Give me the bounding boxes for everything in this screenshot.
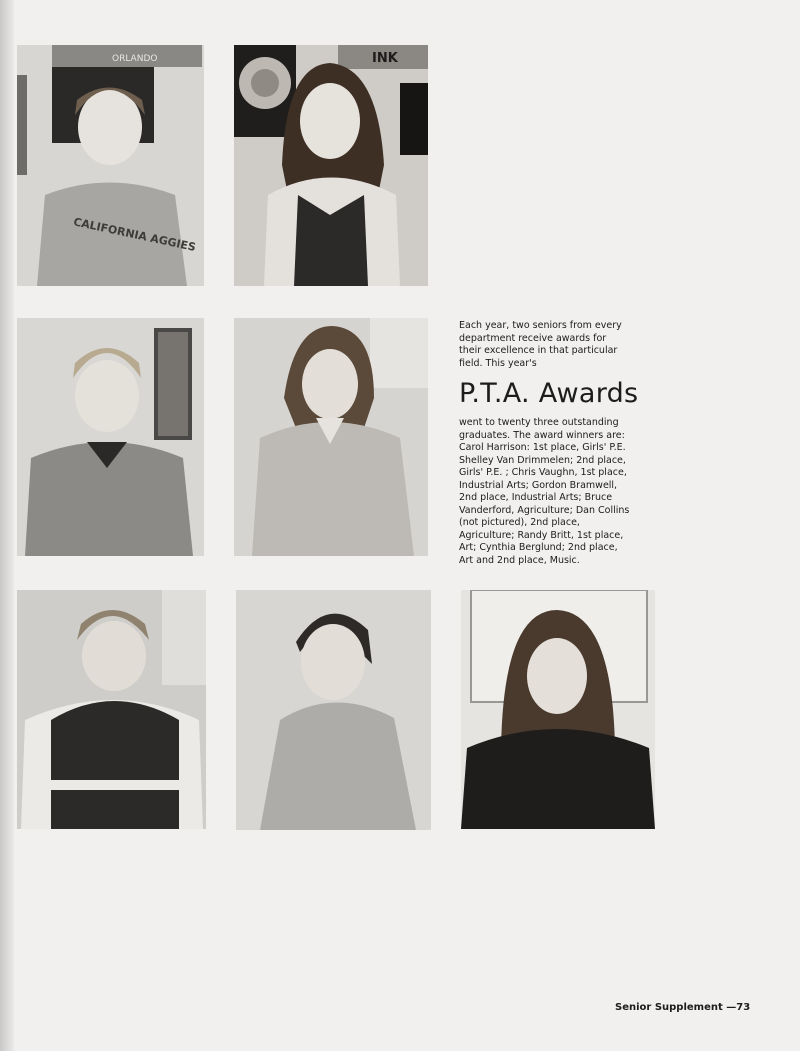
portrait-photo-3 [17,318,204,556]
footer-label: Senior Supplement [615,1002,723,1013]
page-number: 73 [736,1002,751,1013]
footer-separator: — [726,1002,737,1013]
page-footer [615,1002,750,1013]
poster-text: ORLANDO [112,54,158,64]
portrait-photo-5 [17,590,206,829]
portrait-photo-1 [17,45,204,286]
portrait-photo-6 [236,590,431,830]
article-intro: Each year, two seniors from every department receive awards for their excellence in that particular field. This year's [459,320,622,369]
shirt-text: CALIFORNIA AGGIES [72,215,197,254]
article-body: went to twenty three outstanding graduates. The award winners are: Carol Harrison: 1st place, Girls' P.E. Shelley Van Drimmelen; 2nd place, Girls' P.E. ; Chris Vaughn, 1st place, Industrial Arts; Gordon Bramwell, 2nd place, Industrial Arts; Bruce Vanderford, Agriculture; Dan Collins (not pictured), 2nd place, Agriculture; Randy Britt, 1st place, Art; Cynthia Berglund; 2nd place, Art and 2nd place, Music. [459,417,630,566]
portrait-photo-7 [461,590,655,829]
portrait-photo-4 [234,318,428,556]
page-gutter-shadow [0,0,14,1051]
poster-text: INK [372,51,398,66]
article-title: P.T.A. Awards [459,378,639,409]
portrait-photo-2 [234,45,428,286]
